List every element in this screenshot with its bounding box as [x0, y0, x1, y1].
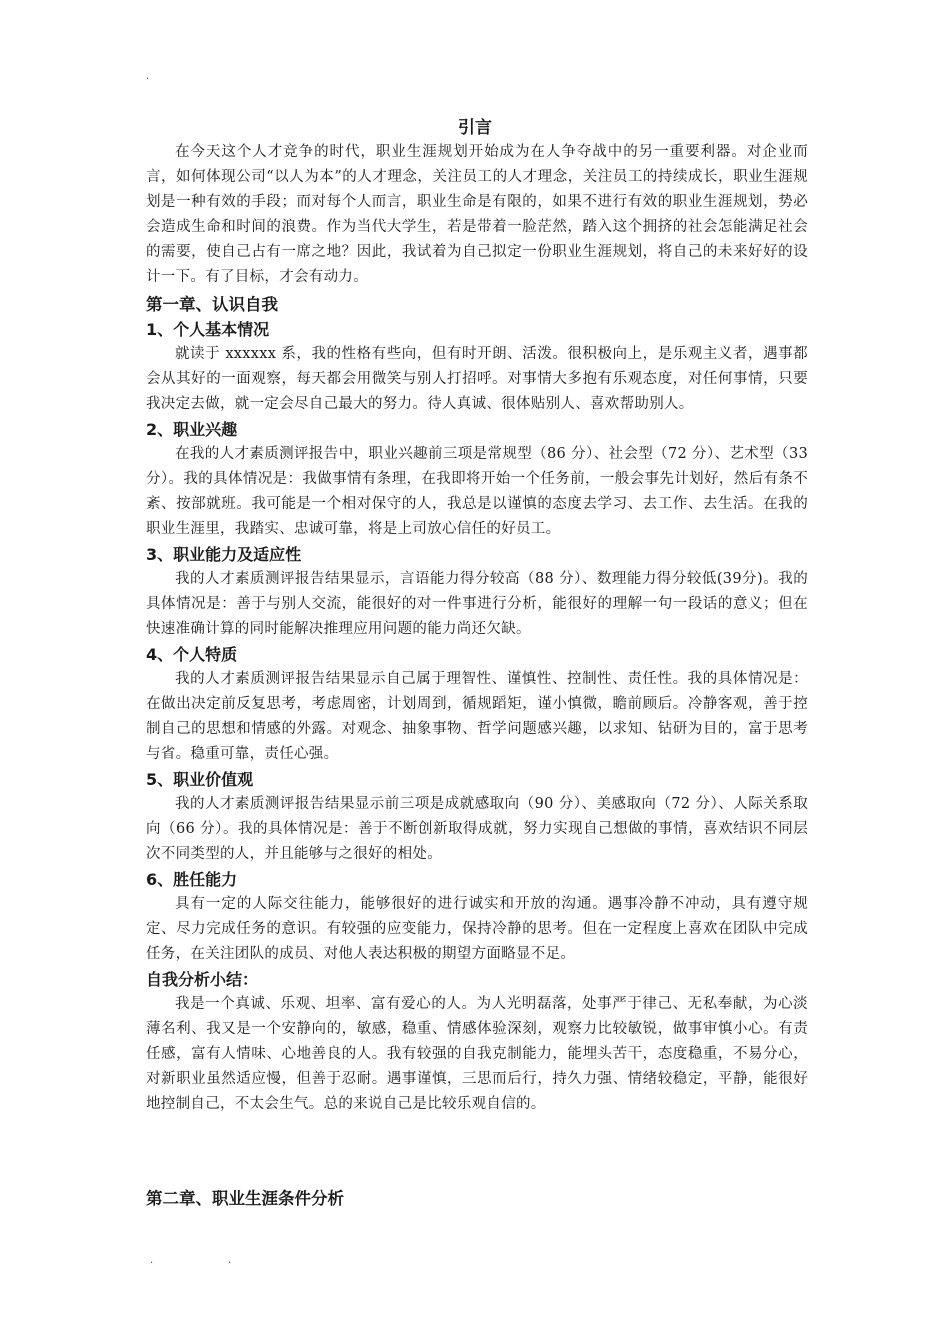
section-paragraph-self-analysis-summary: 我是一个真诚、乐观、坦率、富有爱心的人。为人光明磊落，处事严于律己、无私奉献，为心淡薄名利、我又是一个安静向的，敏感，稳重、情感体验深刻，观察力比较敏锐，做事审慎小心。有责任感，富有人情味、心地善良的人。我有较强的自我克制能力，能埋头苦干，态度稳重，不易分心，对新职业虽然适应慢，但善于忍耐。遇事谨慎，三思而后行，持久力强、情绪较稳定，平静，能很好地控制自己，不太会生气。总的来说自己是比较乐观自信的。 [146, 996, 808, 1112]
section-paragraph-basic-info: 就读于 xxxxxx 系，我的性格有些向，但有时开朗、活泼。很积极向上，是乐观主义者，遇事都会从其好的一面观察，每天都会用微笑与别人打招呼。对事情大多抱有乐观态度，对任何事情，只要我决定去做，就一定会尽自己最大的努力。待人真诚、很体贴别人、喜欢帮助别人。 [146, 346, 808, 412]
document-body [146, 140, 808, 1117]
chapter1-title: 第一章、认识自我 [146, 295, 278, 314]
section-heading-basic-info: 1、个人基本情况 [146, 320, 270, 339]
intro-title: 引言 [458, 118, 492, 138]
section-paragraph-personal-traits: 我的人才素质测评报告结果显示自己属于理智性、谨慎性、控制性、责任性。我的具体情况是：在做出决定前反复思考，考虑周密，计划周到，循规蹈矩，谨小慎微，瞻前顾后。冷静客观，善于控制自己的思想和情感的外露。对观念、抽象事物、哲学问题感兴趣，以求知、钻研为目的，富于思考与省。稳重可靠，责任心强。 [146, 671, 808, 762]
section-heading-career-interest: 2、职业兴趣 [146, 420, 238, 439]
section-heading-career-values: 5、职业价值观 [146, 770, 254, 789]
section-heading-career-ability: 3、职业能力及适应性 [146, 545, 302, 564]
section-heading-personal-traits: 4、个人特质 [146, 645, 238, 664]
section-paragraph-career-interest: 在我的人才素质测评报告中，职业兴趣前三项是常规型（86 分）、社会型（72 分）、艺术型（33 分）。我的具体情况是：我做事情有条理，在我即将开始一个任务前，一般会事先计划好，然后有条不紊、按部就班。我可能是一个相对保守的人，我总是以谨慎的态度去学习、去工作、去生活。在我的职业生涯里，我踏实、忠诚可靠，将是上司放心信任的好员工。 [146, 446, 808, 537]
section-heading-self-analysis-summary: 自我分析小结： [146, 970, 259, 989]
bottom-dot-mark-1: . [150, 1255, 154, 1266]
chapter2-title: 第二章、职业生涯条件分析 [146, 1189, 344, 1208]
top-dot-mark: . [146, 71, 150, 82]
intro-paragraph: 在今天这个人才竞争的时代，职业生涯规划开始成为在人争夺战中的另一重要利器。对企业而言，如何体现公司“以人为本”的人才理念，关注员工的人才理念，关注员工的持续成长，职业生涯规划是一种有效的手段；而对每个人而言，职业生命是有限的，如果不进行有效的职业生涯规划，势必会造成生命和时间的浪费。作为当代大学生，若是带着一脸茫然，踏入这个拥挤的社会怎能满足社会的需要，使自己占有一席之地？因此，我试着为自己拟定一份职业生涯规划，将自己的未来好好的设计一下。有了目标，才会有动力。 [146, 144, 808, 285]
section-heading-competency: 6、胜任能力 [146, 870, 238, 889]
bottom-dot-mark-2: . [228, 1255, 232, 1266]
section-paragraph-competency: 具有一定的人际交往能力，能够很好的进行诚实和开放的沟通。遇事冷静不冲动，具有遵守规定、尽力完成任务的意识。有较强的应变能力，保持冷静的思考。但在一定程度上喜欢在团队中完成任务，在关注团队的成员、对他人表达积极的期望方面略显不足。 [146, 896, 808, 962]
section-paragraph-career-values: 我的人才素质测评报告结果显示前三项是成就感取向（90 分）、美感取向（72 分）、人际关系取向（66 分）。我的具体情况是：善于不断创新取得成就，努力实现自己想做的事情，喜欢结识不同层次不同类型的人，并且能够与之很好的相处。 [146, 796, 808, 862]
section-paragraph-career-ability: 我的人才素质测评报告结果显示，言语能力得分较高（88 分）、数理能力得分较低(39分)。我的具体情况是：善于与别人交流，能很好的对一件事进行分析，能很好的理解一句一段话的意义；但在快速准确计算的同时能解决推理应用问题的能力尚还欠缺。 [146, 571, 808, 637]
